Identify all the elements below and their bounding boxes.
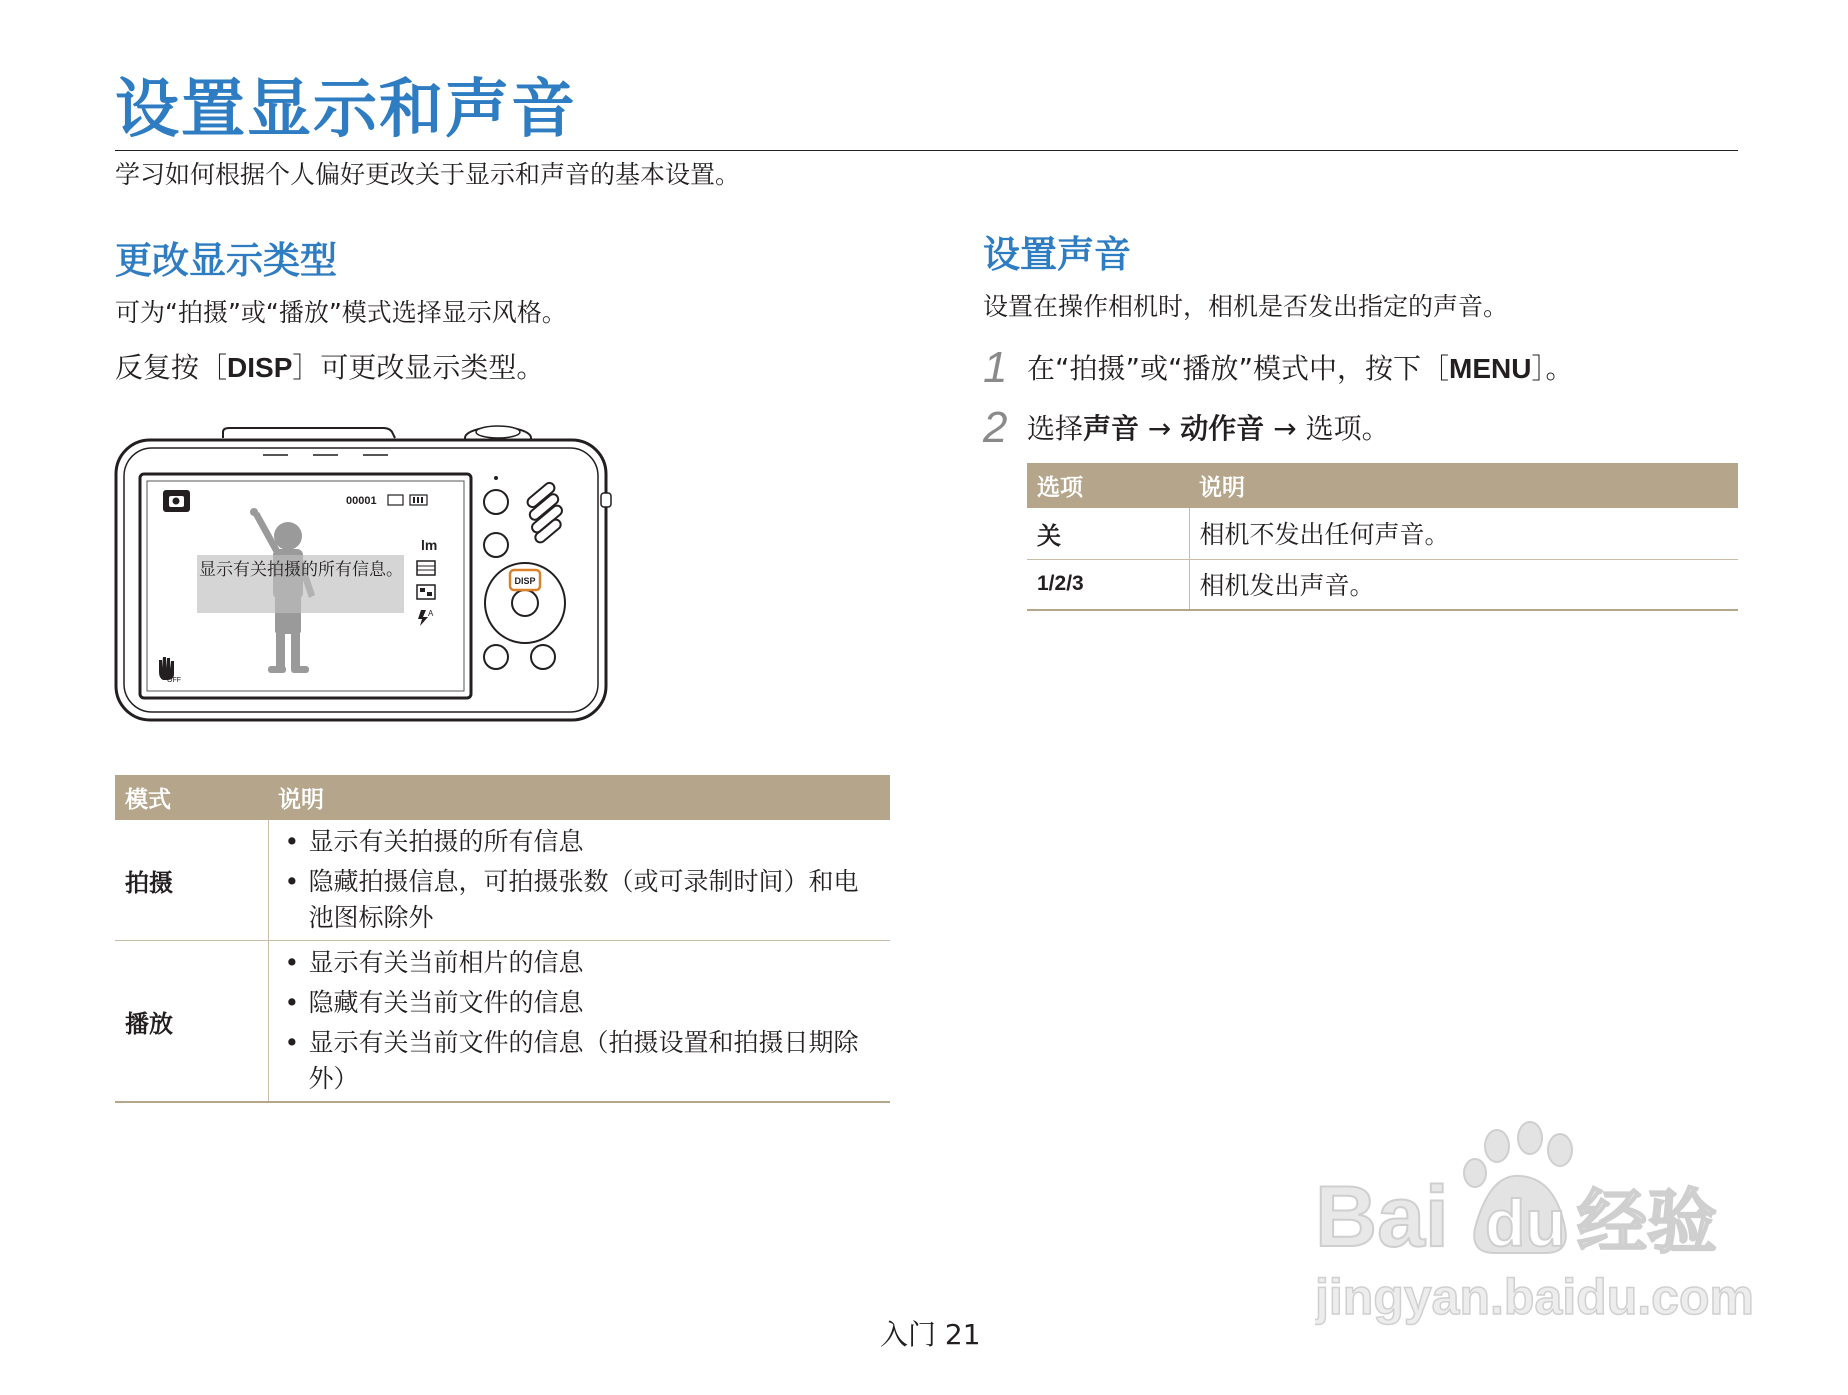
- table-row: [115, 941, 890, 1103]
- table-row: [115, 820, 890, 941]
- arrow: →: [1139, 412, 1181, 445]
- shot-counter: 00001: [346, 495, 377, 507]
- svg-text:OFF: OFF: [167, 677, 181, 684]
- option-cell: 关: [1027, 508, 1189, 559]
- svg-text:lm: lm: [421, 537, 438, 553]
- mode-cell: 播放: [115, 941, 268, 1103]
- sound-option-table: [1027, 463, 1738, 611]
- step-2-prefix: 选择: [1027, 412, 1084, 445]
- disp-button-label: DISP: [514, 576, 536, 586]
- baidu-jingyan-watermark: [1315, 1118, 1755, 1348]
- step-2-text: [1027, 410, 1390, 448]
- description-column-header: 说明: [268, 775, 890, 820]
- step-number: 1: [983, 343, 1008, 392]
- table-row: [1027, 559, 1738, 610]
- step-1-text: [1027, 350, 1574, 388]
- list-item: • 显示有关当前文件的信息（拍摄设置和拍摄日期除外）: [279, 1025, 881, 1097]
- watermark-brand: Bai: [1315, 1169, 1449, 1265]
- title-divider: [115, 150, 1738, 151]
- instruction-prefix: 反复按［: [115, 351, 228, 384]
- watermark-cn: 经验: [1577, 1181, 1717, 1263]
- sound-heading: 设置声音: [983, 233, 1131, 276]
- option-column-header: 选项: [1027, 463, 1189, 508]
- disp-key-label: DISP: [227, 352, 293, 383]
- mode-cell: 拍摄: [115, 820, 268, 941]
- page-subtitle: 学习如何根据个人偏好更改关于显示和声音的基本设置。: [115, 160, 741, 189]
- instruction-suffix: ］可更改显示类型。: [292, 351, 545, 384]
- svg-text:A: A: [428, 609, 434, 618]
- camera-overlay-text: 显示有关拍摄的所有信息。: [197, 555, 404, 613]
- sound-intro: 设置在操作相机时，相机是否发出指定的声音。: [983, 292, 1509, 321]
- table-row: [1027, 508, 1738, 559]
- step-1-prefix: 在“拍摄”或“播放”模式中，按下［: [1027, 352, 1450, 385]
- description-column-header: 说明: [1189, 463, 1738, 508]
- sound-menu-label: 声音: [1083, 412, 1140, 445]
- display-type-instruction: [115, 349, 544, 387]
- list-item: • 隐藏拍摄信息，可拍摄张数（或可录制时间）和电池图标除外: [279, 864, 881, 936]
- list-item: • 隐藏有关当前文件的信息: [279, 985, 881, 1021]
- step-1-suffix: ］。: [1531, 352, 1574, 385]
- option-cell: 1/2/3: [1027, 559, 1189, 610]
- action-sound-label: 动作音: [1180, 412, 1265, 445]
- page-footer: 入门 21: [880, 1318, 981, 1351]
- menu-key-label: MENU: [1449, 353, 1532, 384]
- description-cell: 相机发出声音。: [1189, 559, 1738, 610]
- watermark-brand-du: du: [1485, 1186, 1566, 1260]
- display-type-heading: 更改显示类型: [115, 239, 337, 282]
- list-item: • 显示有关当前相片的信息: [279, 945, 881, 981]
- display-type-intro: 可为“拍摄”或“播放”模式选择显示风格。: [115, 298, 567, 327]
- display-mode-table: [115, 775, 890, 1103]
- watermark-url: jingyan.baidu.com: [1315, 1269, 1754, 1325]
- step-number: 2: [983, 403, 1008, 452]
- mode-column-header: 模式: [115, 775, 268, 820]
- page-title: 设置显示和声音: [115, 73, 577, 147]
- arrow: →: [1264, 412, 1306, 445]
- list-item: • 显示有关拍摄的所有信息: [279, 824, 881, 860]
- description-cell: 相机不发出任何声音。: [1189, 508, 1738, 559]
- step-2-suffix: 选项。: [1305, 412, 1390, 445]
